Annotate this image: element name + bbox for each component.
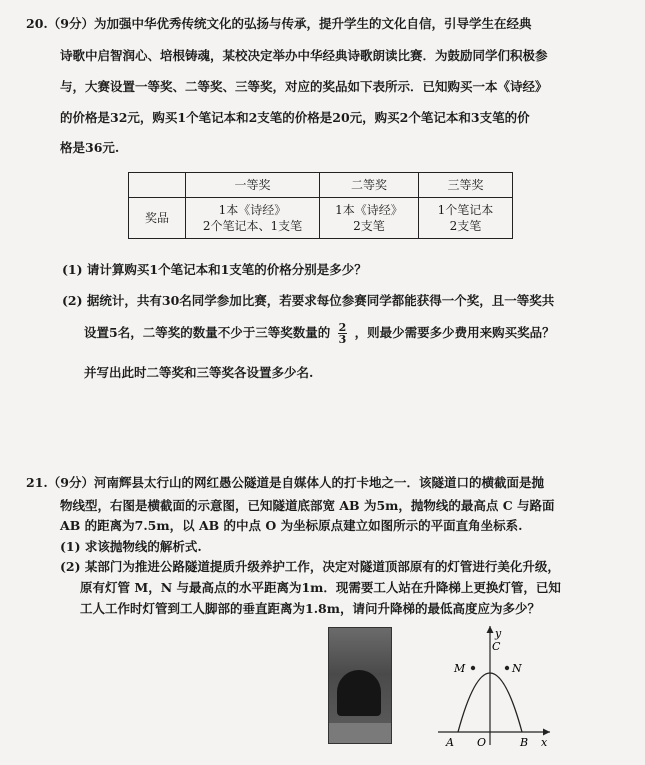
- table-cell-line: 1个笔记本: [437, 203, 494, 217]
- table-header-cell: 一等奖: [186, 173, 320, 198]
- tunnel-road: [329, 723, 391, 743]
- prize-table: [128, 172, 513, 239]
- label-m: M: [454, 662, 466, 675]
- label-y: y: [495, 627, 502, 640]
- q20-line4: 的价格是32元，购买1个笔记本和2支笔的价格是20元，购买2个笔记本和3支笔的价: [60, 110, 530, 125]
- q20-sub2-line3: 并写出此时二等奖和三等奖各设置多少名.: [84, 365, 314, 380]
- q21-sub2-line1: (2) 某部门为推进公路隧道提质升级养护工作，决定对隧道顶部原有的灯管进行美化升级，: [60, 559, 560, 574]
- q20-line5: 格是36元.: [60, 140, 120, 155]
- fraction-denominator: 3: [338, 333, 347, 346]
- table-cell: [186, 198, 320, 239]
- point-n: [505, 666, 509, 670]
- q21-line1: 21.（9分）河南辉县太行山的网红愚公隧道是自媒体人的打卡地之一．该隧道口的横截面是抛: [26, 475, 544, 490]
- label-n: N: [512, 662, 522, 675]
- table-cell: [419, 198, 513, 239]
- q20-sub2-line1: (2) 据统计，共有30名同学参加比赛，若要求每位参赛同学都能获得一个奖，且一等奖共: [62, 293, 555, 308]
- label-o: O: [477, 736, 487, 749]
- q20-sub2-line2: [84, 321, 555, 345]
- table-cell-line: 2支笔: [353, 219, 385, 233]
- tunnel-photo: [328, 627, 392, 744]
- q20-sub2-line2b: ，则最少需要多少费用来购买奖品？: [354, 325, 555, 340]
- fraction-numerator: 2: [338, 321, 347, 334]
- table-cell-line: 1本《诗经》: [218, 203, 287, 217]
- tunnel-arch: [337, 670, 381, 716]
- point-m: [471, 666, 475, 670]
- parabola-diagram: [430, 620, 560, 750]
- table-cell: [320, 198, 419, 239]
- table-header-cell: 二等奖: [320, 173, 419, 198]
- table-cell-line: 2个笔记本、1支笔: [202, 219, 303, 233]
- q21-line3: AB 的距离为7.5m，以 AB 的中点 O 为坐标原点建立如图所示的平面直角坐标系.: [60, 518, 523, 533]
- q21-sub1: (1) 求该抛物线的解析式.: [60, 539, 202, 554]
- table-cell-line: 2支笔: [449, 219, 482, 233]
- q21-sub2-line2: 原有灯管 M，N 与最高点的水平距离为1m．现需要工人站在升降梯上更换灯管，已知: [80, 580, 561, 595]
- q20-line1: 20.（9分）为加强中华优秀传统文化的弘扬与传承，提升学生的文化自信，引导学生在经典: [26, 16, 532, 31]
- table-header-row: [129, 173, 513, 198]
- label-b: B: [520, 736, 529, 749]
- table-row: [129, 198, 513, 239]
- q20-sub2-line2a: 设置5名，二等奖的数量不少于三等奖数量的: [84, 325, 331, 340]
- table-cell-line: 1本《诗经》: [335, 203, 403, 217]
- q20-sub1: (1) 请计算购买1个笔记本和1支笔的价格分别是多少？: [62, 262, 367, 277]
- q20-line3: 与，大赛设置一等奖、二等奖、三等奖，对应的奖品如下表所示．已知购买一本《诗经》: [60, 79, 548, 94]
- label-c: C: [492, 640, 501, 653]
- q21-sub2-line3: 工人工作时灯管到工人脚部的垂直距离为1.8m，请问升降梯的最低高度应为多少？: [80, 601, 540, 616]
- q20-line2: 诗歌中启智润心、培根铸魂，某校决定举办中华经典诗歌朗读比赛．为鼓励同学们积极参: [60, 48, 548, 63]
- table-header-cell: [129, 173, 186, 198]
- q21-line2: 物线型，右图是横截面的示意图，已知隧道底部宽 AB 为5m，抛物线的最高点 C 与路面: [60, 498, 555, 513]
- fraction: [338, 322, 348, 345]
- table-header-cell: 三等奖: [419, 173, 513, 198]
- label-x: x: [541, 736, 548, 749]
- label-a: A: [446, 736, 454, 749]
- table-row-label: 奖品: [129, 198, 186, 239]
